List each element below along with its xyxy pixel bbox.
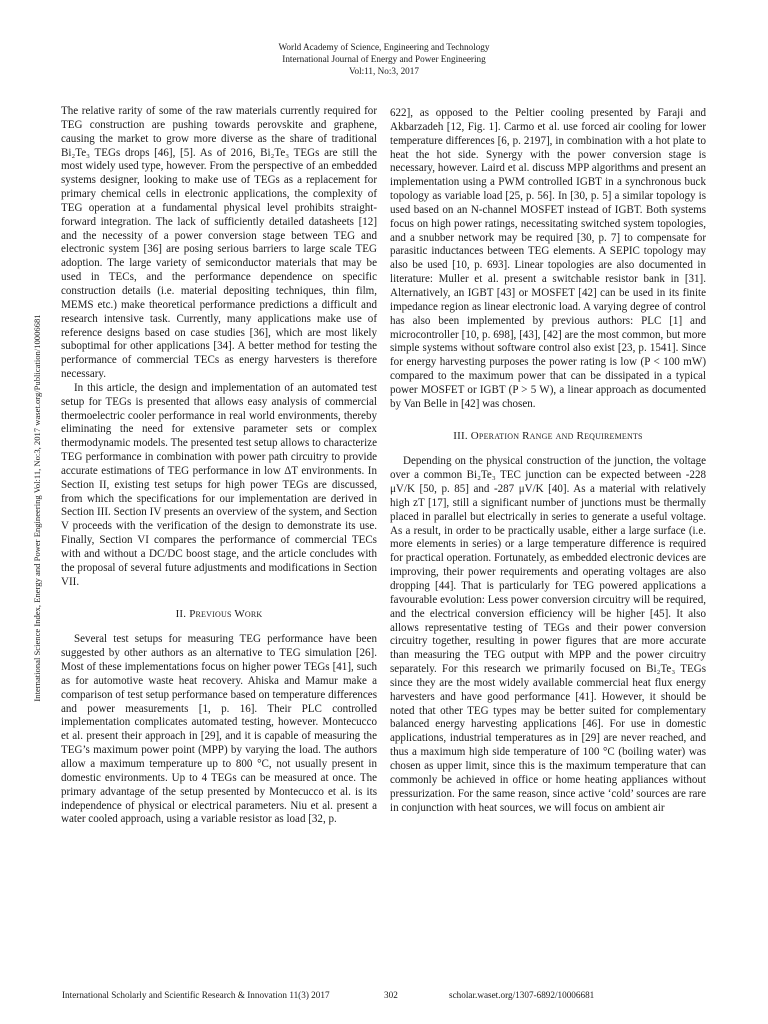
left-column — [61, 105, 377, 827]
paragraph: 622], as opposed to the Peltier cooling presented by Faraji and Akbarzadeh [12, Fig. 1]. Carmo et al. use forced air cooling for lower temperature differences [6, p. 2197], in combination with a hot plate to heat the hot side. Synergy with the power conversion stage is necessary, however. Laird et al. discuss MPP algorithms and present an implementation using a PWM controlled IGBT in a synchronous buck topology as variable load [25, p. 56]. In [30, p. 5] a similar topology is used based on an N-channel MOSFET instead of IGBT. Both systems focus on high power ratings, necessitating switched system topologies, and a snubber network may be required [30, p. 7] to compensate for parasitic inductances between TEG elements. A SEPIC topology may also be used [10, p. 693]. Linear topologies are also documented in literature: Muller et al. present a switchable resistor bank in [31]. Alternatively, an IGBT [43] or MOSFET [42] can be used in its finite impedance region as linear electronic load. A varying degree of control has also been implemented by previous authors: PLC [1] and microcontroller [10, p. 698], [43], [42] are the most common, but more simple systems without software control also exist [23, p. 1541]. Since for energy harvesting purposes the power rating is low (P < 100 mW) compared to the maximum power that can be dissipated in a typical power MOSFET or IGBT (P > 5 W), a linear approach as documented by Van Belle in [42] was chosen. — [390, 107, 706, 410]
footer-url: scholar.waset.org/1307-6892/10006681 — [449, 990, 595, 1000]
paragraph: In this article, the design and implementation of an automated test setup for TEGs is presented that allows easy analysis of commercial thermoelectric cooler performance in real world environments, thereby eliminating the need for extensive parameter sets or complex thermodynamic models. The presented test setup allows to characterize TEG performance in combination with power path circuitry to provide accurate estimations of TEG performance in low ΔT environments. In Section II, existing test setups for high power TEGs are discussed, from which the specifications for our implementation are derived in Section III. Section IV presents an overview of the system, and Section V proceeds with the verification of the design to demonstrate its use. Finally, Section VI compares the performance of commercial TECs with and without a DC/DC boost stage, and the article concludes with the proposal of several future adjustments and modifications in Section VII. — [61, 381, 377, 588]
paragraph: Several test setups for measuring TEG performance have been suggested by other authors as an alternative to TEG simulation [26]. Most of these implementations focus on higher power TEGs [41], such as for automotive waste heat recovery. Ahiska and Mamur make a comparison of test setup performance based on temperature differences and power measurements [1, p. 16]. Their PLC controlled implementation complicates automated testing, however. Montecucco et al. present their approach in [29], and it is capable of measuring the TEG’s maximum power point (MPP) by varying the load. The authors allow a maximum temperature up to 800 °C, not usually present in domestic environments. Up to 4 TEGs can be measured at once. The primary advantage of the setup presented by Montecucco et al. is its independence of physical or electrical parameters. Niu et al. present a water cooled approach, using a variable resistor as load [32, p. — [61, 633, 377, 826]
section-number: III. — [453, 429, 468, 442]
section-title: Previous Work — [189, 607, 263, 620]
page-number: 302 — [384, 990, 398, 1000]
header-journal: International Journal of Energy and Power Engineering — [282, 54, 486, 65]
section-heading-operation-range — [390, 430, 706, 444]
section-title: Operation Range and Requirements — [470, 429, 643, 442]
vertical-sidebar — [29, 314, 45, 702]
sidebar-citation: International Science Index, Energy and Power Engineering Vol:11, No:3, 2017 waset.org/Publication/10006681 — [32, 314, 42, 702]
header-publisher: World Academy of Science, Engineering and Technology — [278, 42, 490, 52]
section-number: II. — [175, 607, 187, 620]
paragraph: Depending on the physical construction of the junction, the voltage over a common Bi₂Te₃ TEC junction can be expected between -228 μV/K [50, p. 85] and -287 μV/K [40]. As a material with relatively high zT [17], still a significant number of junctions must be thermally placed in parallel but electrically in series to generate a useful voltage. As a result, in order to be practically usable, either a large surface (i.e. more elements in series) or a large temperature difference is required for practical operation. Fortunately, as embedded electronic devices are improving, their power requirements and operating voltages are also dropping [44]. That is particularly for TEG powered applications a favourable evolution: Less power conversion circuitry will be required, and the electrical conversion efficiency will be higher [45]. It also allows representative testing of TEGs and their power conversion circuitry together, resulting in power figures that are more accurate than measuring the TEG output with MPP and the power circuitry separately. For this research we primarily focused on Bi₂Te₃ TEGs since they are the most widely available commercial heat flux energy harvesters and have good performance [41]. However, it should be noted that other TEG types may be better suited for complementary balanced energy harvesting applications [46]. For use in domestic applications, industrial temperatures as in [29] are never reached, and thus a maximum high side temperature of 100 °C (boiling water) was chosen as upper limit, since this is the maximum temperature that can commonly be achieved in office or home heating appliances without pressurization. For the same reason, since active ‘cold’ sources are rare in conjunction with heat sources, we will focus on ambient air — [390, 455, 706, 814]
section-heading-previous-work — [61, 608, 377, 622]
footer-publisher: International Scholarly and Scientific Research & Innovation 11(3) 2017 — [62, 990, 330, 1000]
header-volume: Vol:11, No:3, 2017 — [349, 66, 419, 77]
journal-header — [0, 41, 768, 78]
right-column — [390, 107, 706, 815]
paragraph: The relative rarity of some of the raw materials currently required for TEG construction are pushing towards perovskite and graphene, causing the market to grow more diverse as the share of traditional Bi₂Te₃ TEGs drops [46], [5]. As of 2016, Bi₂Te₃ TEGs are still the most widely used type, however. From the perspective of an embedded systems designer, looking to make use of TEGs as a replacement for primary chemical cells in electronic applications, the complexity of TEG operation at a fundamental physical level prohibits straight-forward integration. The lack of sufficiently detailed datasheets [12] and the necessity of a power conversion stage between TEG and electronic system [36] are posing serious barriers to large scale TEG adoption. The large variety of semiconductor materials that may be used in TECs, and the performance dependence on specific construction details (i.e. material depositing techniques, thin film, MEMS etc.) make theoretical performance predictions a difficult and research intensive task. Currently, many applications make use of reference designs based on case studies [36], which are most likely suboptimal for other applications [34]. A better method for testing the performance of commercial TECs as energy harvesters is therefore necessary. — [61, 105, 377, 381]
